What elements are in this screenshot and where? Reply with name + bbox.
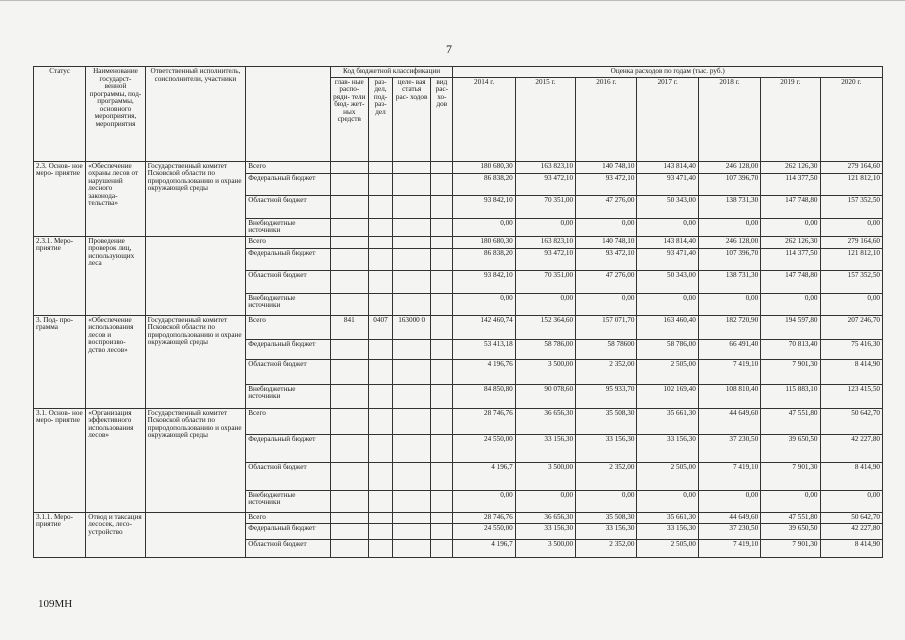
expenditure-table: [33, 66, 883, 558]
value-cell: 86 838,20: [453, 248, 515, 270]
scan-edge-line: [0, 0, 905, 1]
value-cell: 2 352,00: [576, 359, 637, 384]
name-cell: Отвод и таксация лесосек, лесо- устройство: [86, 512, 145, 557]
header-budget-code: Код бюджетной классификации: [330, 67, 453, 78]
header-source-blank: [246, 67, 330, 162]
source-cell: Внебюджетные источники: [246, 384, 330, 408]
source-cell: Внебюджетные источники: [246, 293, 330, 315]
budget-code-cell: [431, 270, 453, 293]
value-cell: 157 352,50: [820, 195, 883, 218]
name-cell: Проведение проверок лиц, использующих леса: [86, 236, 145, 315]
status-cell: 3.1.1. Меро- приятие: [34, 512, 86, 557]
budget-code-cell: [330, 248, 368, 270]
value-cell: 0,00: [820, 490, 883, 512]
header-year: 2018 г.: [698, 77, 760, 161]
responsible-cell: [145, 512, 246, 557]
value-cell: 58 78600: [576, 339, 637, 359]
table-row: [34, 315, 883, 339]
budget-code-cell: [368, 339, 392, 359]
budget-code-cell: [393, 339, 431, 359]
value-cell: 93 472,10: [515, 173, 575, 195]
value-cell: 114 377,50: [761, 248, 820, 270]
value-cell: 0,00: [515, 490, 575, 512]
value-cell: 0,00: [637, 293, 698, 315]
value-cell: 0,00: [576, 218, 637, 236]
budget-code-cell: [393, 293, 431, 315]
value-cell: 8 414,90: [820, 359, 883, 384]
header-year: 2020 г.: [820, 77, 883, 161]
budget-code-cell: [431, 173, 453, 195]
header-year: 2015 г.: [515, 77, 575, 161]
value-cell: 0,00: [761, 293, 820, 315]
value-cell: 0,00: [698, 218, 760, 236]
value-cell: 53 413,18: [453, 339, 515, 359]
document-code: 109МН: [38, 598, 73, 610]
value-cell: 142 460,74: [453, 315, 515, 339]
budget-code-cell: [368, 462, 392, 490]
value-cell: 2 505,00: [637, 462, 698, 490]
value-cell: 93 472,10: [576, 248, 637, 270]
source-cell: Внебюджетные источники: [246, 490, 330, 512]
value-cell: 140 748,10: [576, 236, 637, 248]
value-cell: 143 814,40: [637, 236, 698, 248]
value-cell: 0,00: [515, 218, 575, 236]
budget-code-cell: [431, 293, 453, 315]
budget-code-cell: [393, 523, 431, 539]
header-budget-col: вид рас- хо- дов: [431, 77, 453, 161]
responsible-cell: Государственный комитет Псковской области по природопользованию и охране окружающей среды: [145, 408, 246, 512]
source-cell: Областной бюджет: [246, 359, 330, 384]
budget-code-cell: [431, 195, 453, 218]
budget-code-cell: [393, 490, 431, 512]
budget-code-cell: [330, 270, 368, 293]
header-year: 2019 г.: [761, 77, 820, 161]
value-cell: 3 500,00: [515, 462, 575, 490]
source-cell: Областной бюджет: [246, 270, 330, 293]
value-cell: 0,00: [761, 218, 820, 236]
value-cell: 2 505,00: [637, 539, 698, 557]
table-row: [34, 512, 883, 523]
value-cell: 0,00: [637, 490, 698, 512]
budget-code-cell: [431, 339, 453, 359]
status-cell: 3.1. Основ- ное меро- приятие: [34, 408, 86, 512]
budget-code-cell: [431, 384, 453, 408]
value-cell: 4 196,7: [453, 539, 515, 557]
budget-code-cell: [393, 218, 431, 236]
table-row: [34, 236, 883, 248]
value-cell: 58 786,00: [515, 339, 575, 359]
header-estimate: Оценка расходов по годам (тыс. руб.): [453, 67, 883, 78]
source-cell: Федеральный бюджет: [246, 173, 330, 195]
value-cell: 0,00: [637, 218, 698, 236]
value-cell: 90 078,60: [515, 384, 575, 408]
value-cell: 0,00: [698, 490, 760, 512]
budget-code-cell: [393, 195, 431, 218]
value-cell: 180 680,30: [453, 236, 515, 248]
budget-code-cell: [368, 408, 392, 434]
budget-code-cell: [431, 315, 453, 339]
value-cell: 93 472,10: [576, 173, 637, 195]
budget-code-cell: [393, 173, 431, 195]
value-cell: 44 649,60: [698, 408, 760, 434]
value-cell: 42 227,80: [820, 523, 883, 539]
budget-code-cell: [393, 539, 431, 557]
budget-code-cell: [393, 270, 431, 293]
value-cell: 37 230,50: [698, 523, 760, 539]
value-cell: 36 656,30: [515, 408, 575, 434]
value-cell: 70 351,00: [515, 270, 575, 293]
value-cell: 35 661,30: [637, 408, 698, 434]
value-cell: 121 812,10: [820, 248, 883, 270]
value-cell: 33 156,30: [637, 523, 698, 539]
value-cell: 279 164,60: [820, 236, 883, 248]
value-cell: 33 156,30: [576, 434, 637, 462]
value-cell: 0,00: [698, 293, 760, 315]
table-row: [34, 161, 883, 173]
source-cell: Федеральный бюджет: [246, 434, 330, 462]
value-cell: 7 419,10: [698, 462, 760, 490]
value-cell: 50 642,70: [820, 512, 883, 523]
source-cell: Всего: [246, 161, 330, 173]
value-cell: 0,00: [453, 218, 515, 236]
budget-code-cell: [368, 195, 392, 218]
value-cell: 33 156,30: [515, 523, 575, 539]
budget-code-cell: [330, 434, 368, 462]
value-cell: 0,00: [453, 490, 515, 512]
source-cell: Областной бюджет: [246, 195, 330, 218]
value-cell: 0,00: [820, 218, 883, 236]
value-cell: 42 227,80: [820, 434, 883, 462]
value-cell: 3 500,00: [515, 539, 575, 557]
value-cell: 39 650,50: [761, 434, 820, 462]
value-cell: 115 883,10: [761, 384, 820, 408]
value-cell: 123 415,50: [820, 384, 883, 408]
budget-code-cell: [431, 248, 453, 270]
source-cell: Областной бюджет: [246, 462, 330, 490]
value-cell: 157 071,70: [576, 315, 637, 339]
source-cell: Всего: [246, 512, 330, 523]
value-cell: 36 656,30: [515, 512, 575, 523]
budget-code-cell: [393, 236, 431, 248]
budget-code-cell: [368, 359, 392, 384]
budget-code-cell: [330, 218, 368, 236]
value-cell: 2 352,00: [576, 539, 637, 557]
source-cell: Всего: [246, 408, 330, 434]
budget-code-cell: [368, 161, 392, 173]
name-cell: «Организация эффективного использования лесов»: [86, 408, 145, 512]
budget-code-cell: [368, 490, 392, 512]
budget-code-cell: [330, 236, 368, 248]
value-cell: 7 901,30: [761, 462, 820, 490]
budget-code-cell: 0407: [368, 315, 392, 339]
budget-code-cell: [368, 173, 392, 195]
value-cell: 33 156,30: [515, 434, 575, 462]
value-cell: 107 396,70: [698, 173, 760, 195]
budget-code-cell: 841: [330, 315, 368, 339]
budget-code-cell: [368, 248, 392, 270]
value-cell: 262 126,30: [761, 161, 820, 173]
value-cell: 2 352,00: [576, 462, 637, 490]
responsible-cell: Государственный комитет Псковской области по природопользованию и охране окружающей среды: [145, 161, 246, 236]
value-cell: 37 230,50: [698, 434, 760, 462]
value-cell: 2 505,00: [637, 359, 698, 384]
source-cell: Областной бюджет: [246, 539, 330, 557]
value-cell: 33 156,30: [576, 523, 637, 539]
value-cell: 50 343,00: [637, 270, 698, 293]
value-cell: 7 419,10: [698, 539, 760, 557]
value-cell: 70 813,40: [761, 339, 820, 359]
budget-code-cell: [393, 462, 431, 490]
value-cell: 138 731,30: [698, 270, 760, 293]
budget-code-cell: [368, 523, 392, 539]
value-cell: 24 550,00: [453, 434, 515, 462]
budget-code-cell: [330, 359, 368, 384]
value-cell: 163 460,40: [637, 315, 698, 339]
budget-code-cell: [368, 512, 392, 523]
value-cell: 84 850,80: [453, 384, 515, 408]
value-cell: 47 551,80: [761, 408, 820, 434]
value-cell: 147 748,80: [761, 270, 820, 293]
value-cell: 4 196,76: [453, 359, 515, 384]
value-cell: 152 364,60: [515, 315, 575, 339]
budget-code-cell: [431, 236, 453, 248]
responsible-cell: Государственный комитет Псковской области по природопользованию и охране окружающей среды: [145, 315, 246, 408]
value-cell: 138 731,30: [698, 195, 760, 218]
header-name: Наименование государст- венной программы, под- программы, основного мероприятия, мероприятия: [86, 67, 145, 162]
value-cell: 8 414,90: [820, 462, 883, 490]
budget-code-cell: [431, 408, 453, 434]
value-cell: 114 377,50: [761, 173, 820, 195]
value-cell: 70 351,00: [515, 195, 575, 218]
value-cell: 121 812,10: [820, 173, 883, 195]
value-cell: 0,00: [515, 293, 575, 315]
budget-code-cell: [431, 434, 453, 462]
header-year: 2014 г.: [453, 77, 515, 161]
budget-code-cell: [431, 462, 453, 490]
budget-code-cell: [393, 434, 431, 462]
status-cell: 2.3.1. Меро- приятие: [34, 236, 86, 315]
status-cell: 2.3. Основ- ное меро- приятие: [34, 161, 86, 236]
budget-code-cell: [393, 512, 431, 523]
budget-code-cell: [431, 161, 453, 173]
value-cell: 0,00: [576, 490, 637, 512]
value-cell: 0,00: [761, 490, 820, 512]
budget-code-cell: 163000 0: [393, 315, 431, 339]
value-cell: 39 650,50: [761, 523, 820, 539]
budget-code-cell: [330, 523, 368, 539]
header-status: Статус: [34, 67, 86, 162]
budget-code-cell: [431, 512, 453, 523]
budget-code-cell: [330, 161, 368, 173]
value-cell: 0,00: [576, 293, 637, 315]
value-cell: 93 471,40: [637, 173, 698, 195]
value-cell: 0,00: [820, 293, 883, 315]
value-cell: 147 748,80: [761, 195, 820, 218]
header-budget-col: глав- ные распо- ряди- тели бюд- жет- ных средств: [330, 77, 368, 161]
budget-code-cell: [330, 490, 368, 512]
value-cell: 7 901,30: [761, 539, 820, 557]
value-cell: 246 128,00: [698, 161, 760, 173]
value-cell: 163 823,10: [515, 161, 575, 173]
value-cell: 262 126,30: [761, 236, 820, 248]
value-cell: 207 246,70: [820, 315, 883, 339]
page-number: 7: [446, 42, 452, 56]
header-budget-col: раз- дел, под- раз- дел: [368, 77, 392, 161]
value-cell: 279 164,60: [820, 161, 883, 173]
value-cell: 143 814,40: [637, 161, 698, 173]
value-cell: 194 597,80: [761, 315, 820, 339]
budget-code-cell: [393, 359, 431, 384]
value-cell: 0,00: [453, 293, 515, 315]
budget-code-cell: [330, 195, 368, 218]
budget-code-cell: [368, 218, 392, 236]
source-cell: Всего: [246, 315, 330, 339]
value-cell: 8 414,90: [820, 539, 883, 557]
value-cell: 140 748,10: [576, 161, 637, 173]
source-cell: Внебюджетные источники: [246, 218, 330, 236]
value-cell: 93 842,10: [453, 270, 515, 293]
budget-code-cell: [393, 408, 431, 434]
source-cell: Всего: [246, 236, 330, 248]
value-cell: 50 642,70: [820, 408, 883, 434]
name-cell: «Обеспечение использования лесов и воспроизво- дство лесов»: [86, 315, 145, 408]
value-cell: 66 491,40: [698, 339, 760, 359]
value-cell: 108 810,40: [698, 384, 760, 408]
budget-code-cell: [368, 236, 392, 248]
budget-code-cell: [431, 359, 453, 384]
header-budget-col: целе- вая статья рас- ходов: [393, 77, 431, 161]
budget-code-cell: [393, 161, 431, 173]
value-cell: 75 416,30: [820, 339, 883, 359]
value-cell: 44 649,60: [698, 512, 760, 523]
budget-code-cell: [431, 523, 453, 539]
value-cell: 95 933,70: [576, 384, 637, 408]
status-cell: 3. Под- про- грамма: [34, 315, 86, 408]
budget-code-cell: [330, 408, 368, 434]
value-cell: 7 901,30: [761, 359, 820, 384]
value-cell: 157 352,50: [820, 270, 883, 293]
budget-code-cell: [368, 270, 392, 293]
budget-code-cell: [393, 248, 431, 270]
value-cell: 180 680,30: [453, 161, 515, 173]
source-cell: Федеральный бюджет: [246, 523, 330, 539]
responsible-cell: [145, 236, 246, 315]
value-cell: 35 508,30: [576, 408, 637, 434]
value-cell: 93 472,10: [515, 248, 575, 270]
value-cell: 3 500,00: [515, 359, 575, 384]
table-row: [34, 408, 883, 434]
budget-code-cell: [330, 173, 368, 195]
value-cell: 182 720,90: [698, 315, 760, 339]
source-cell: Федеральный бюджет: [246, 248, 330, 270]
value-cell: 93 842,10: [453, 195, 515, 218]
source-cell: Федеральный бюджет: [246, 339, 330, 359]
budget-code-cell: [330, 339, 368, 359]
value-cell: 24 550,00: [453, 523, 515, 539]
value-cell: 86 838,20: [453, 173, 515, 195]
budget-code-cell: [431, 218, 453, 236]
header-year: 2017 г.: [637, 77, 698, 161]
value-cell: 58 786,00: [637, 339, 698, 359]
budget-code-cell: [330, 462, 368, 490]
value-cell: 246 128,00: [698, 236, 760, 248]
budget-code-cell: [368, 539, 392, 557]
budget-code-cell: [330, 293, 368, 315]
value-cell: 102 169,40: [637, 384, 698, 408]
budget-code-cell: [368, 293, 392, 315]
value-cell: 47 276,00: [576, 195, 637, 218]
name-cell: «Обеспечение охраны лесов от нарушений лесного законода- тельства»: [86, 161, 145, 236]
value-cell: 47 276,00: [576, 270, 637, 293]
value-cell: 28 746,76: [453, 408, 515, 434]
value-cell: 35 661,30: [637, 512, 698, 523]
budget-code-cell: [330, 512, 368, 523]
value-cell: 7 419,10: [698, 359, 760, 384]
budget-code-cell: [330, 539, 368, 557]
value-cell: 93 471,40: [637, 248, 698, 270]
table-body: [34, 161, 883, 557]
budget-code-cell: [368, 434, 392, 462]
value-cell: 163 823,10: [515, 236, 575, 248]
value-cell: 107 396,70: [698, 248, 760, 270]
budget-code-cell: [330, 384, 368, 408]
value-cell: 47 551,80: [761, 512, 820, 523]
header-year: 2016 г.: [576, 77, 637, 161]
budget-code-cell: [393, 384, 431, 408]
value-cell: 28 746,76: [453, 512, 515, 523]
budget-code-cell: [431, 539, 453, 557]
budget-code-cell: [368, 384, 392, 408]
budget-code-cell: [431, 490, 453, 512]
value-cell: 4 196,7: [453, 462, 515, 490]
value-cell: 35 508,30: [576, 512, 637, 523]
header-responsible: Ответственный исполнитель, соисполнители, участники: [145, 67, 246, 162]
value-cell: 50 343,00: [637, 195, 698, 218]
value-cell: 33 156,30: [637, 434, 698, 462]
